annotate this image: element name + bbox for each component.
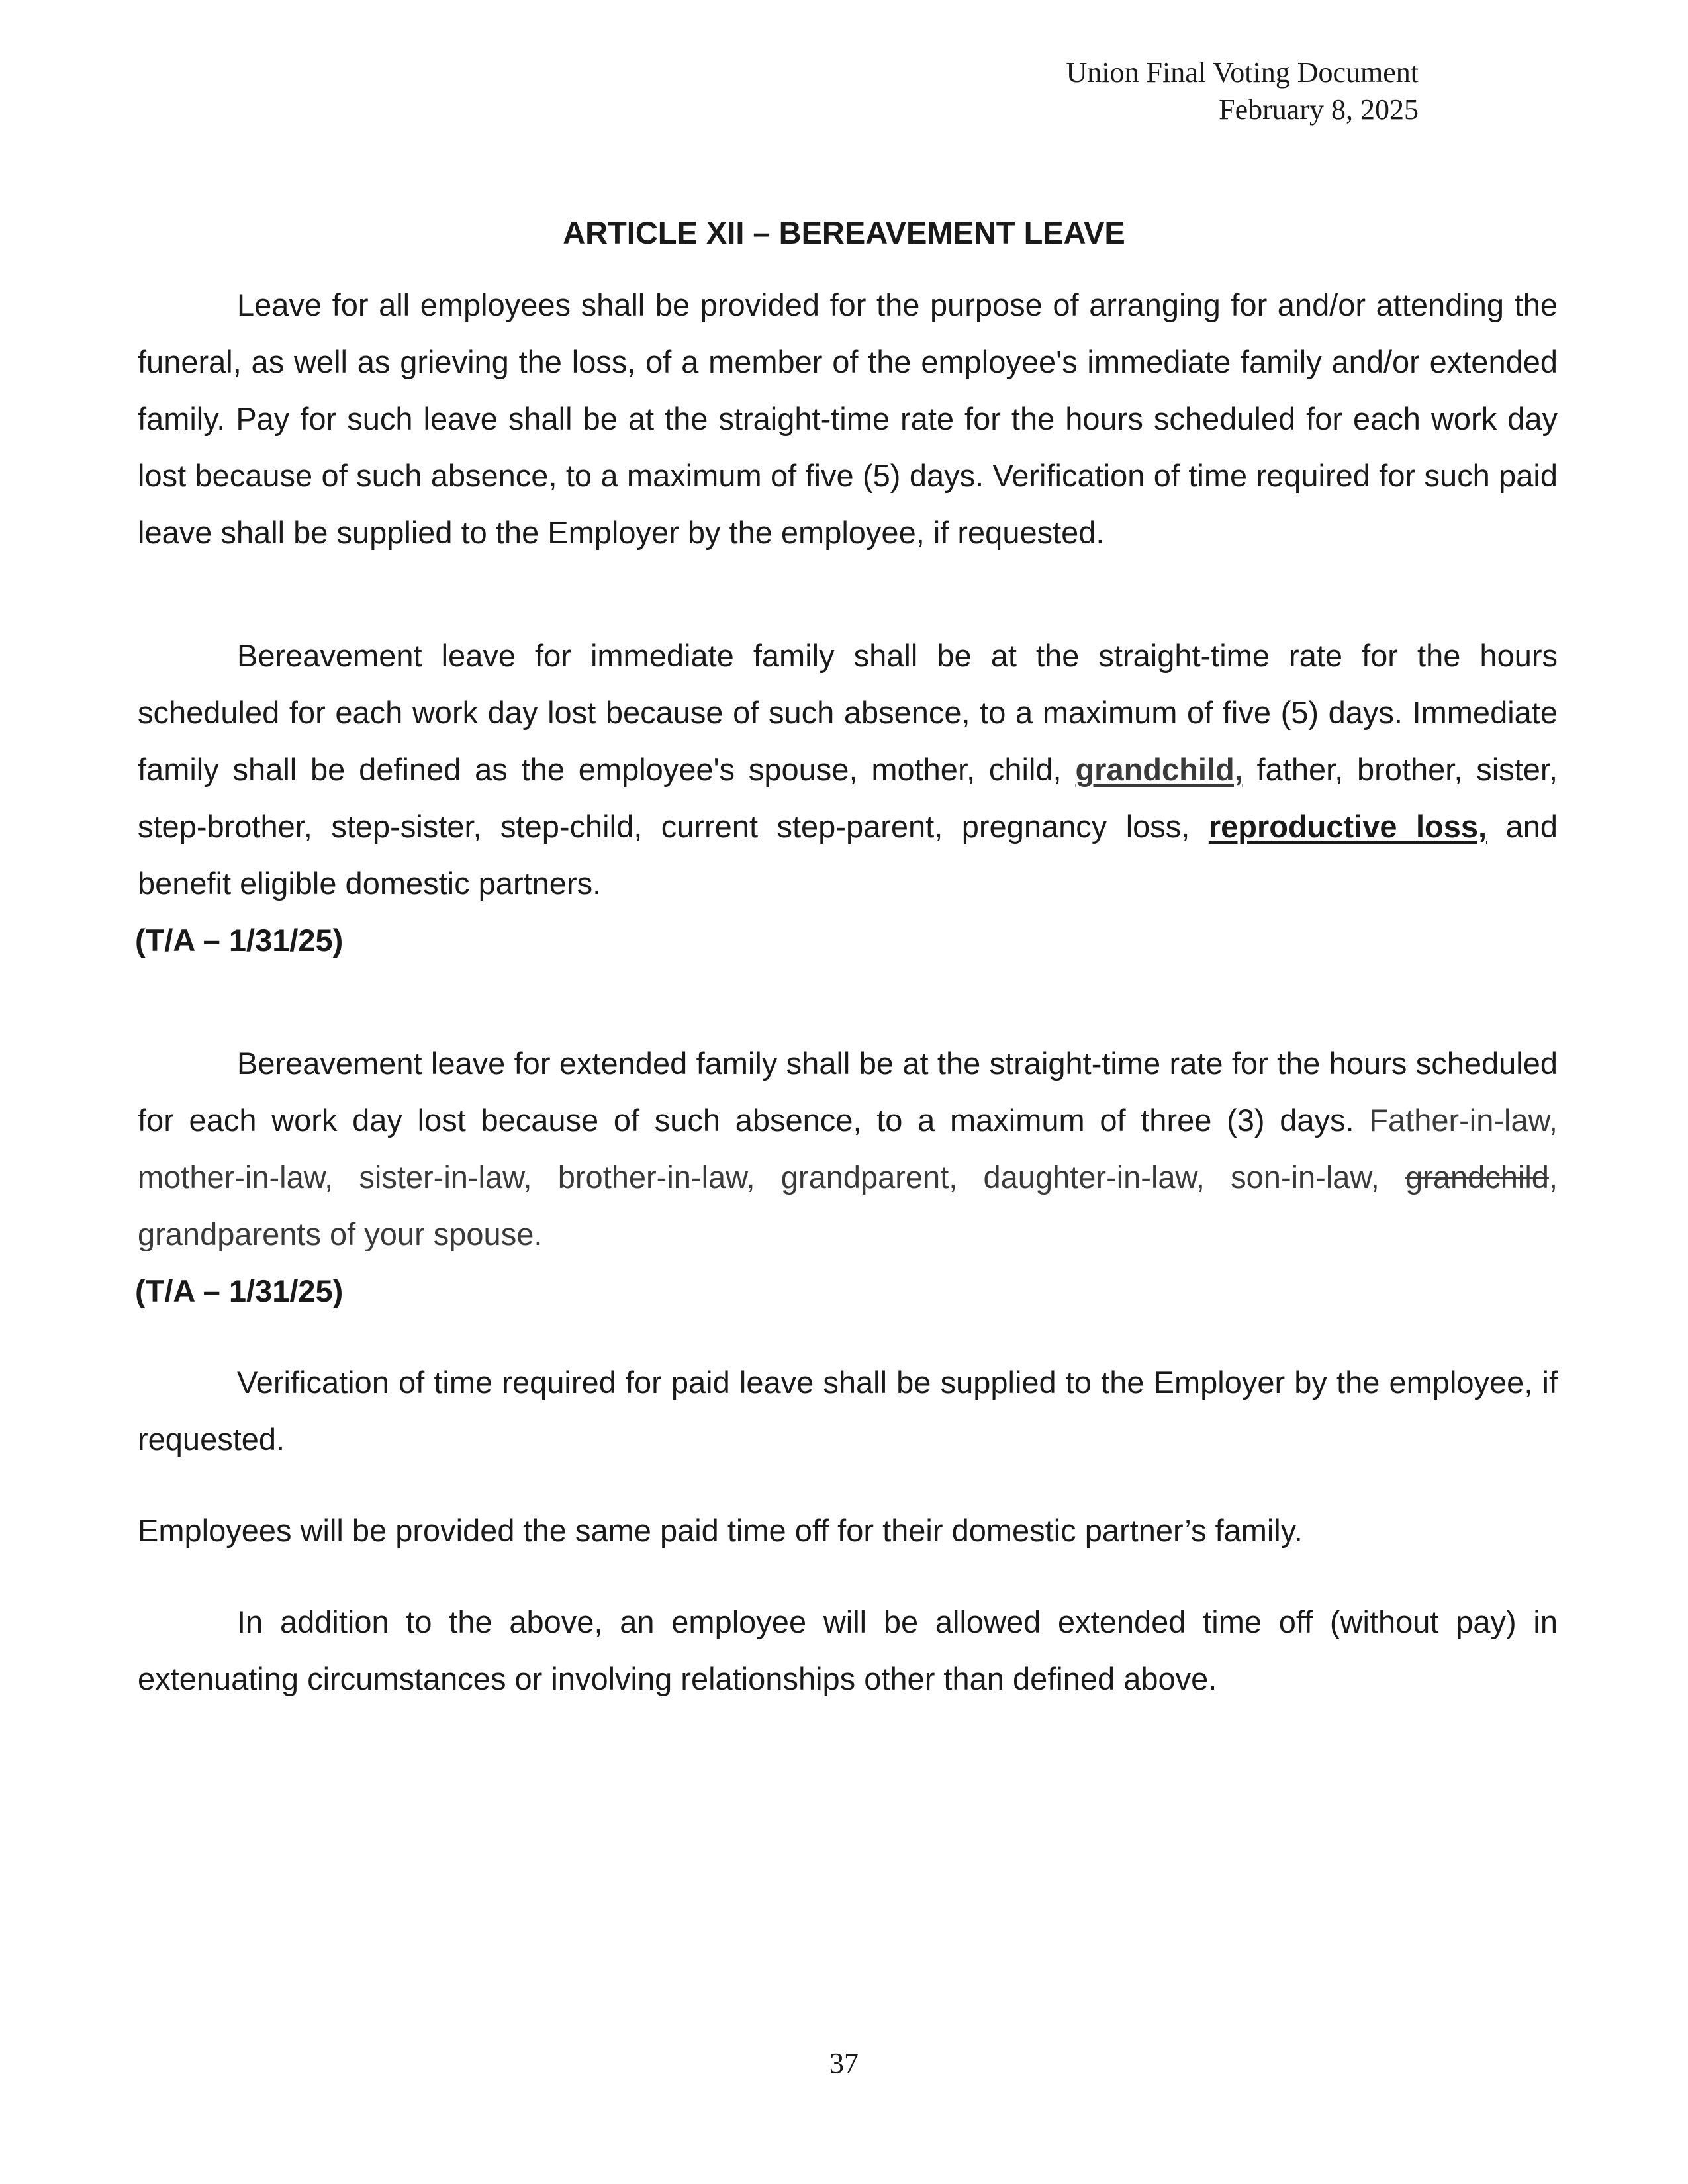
paragraph-spacer <box>138 1559 1558 1594</box>
deleted-text-grandchild: grandchild <box>1405 1160 1549 1195</box>
inserted-text-reproductive-loss: reproductive loss, <box>1208 809 1487 844</box>
header-document-status: Union Final Voting Document <box>1066 56 1419 89</box>
page-number: 37 <box>829 2047 859 2079</box>
paragraph-verification: Verification of time required for paid leave shall be supplied to the Employer by the employee, if requested. <box>138 1365 1558 1457</box>
paragraph-spacer <box>138 1468 1558 1502</box>
extended-family-text-c: , grandparents of your spouse. <box>138 1160 1558 1251</box>
tentative-agreement-note-2: (T/A – 1/31/25) <box>135 1273 344 1308</box>
tentative-agreement-note-1: (T/A – 1/31/25) <box>135 923 344 958</box>
immediate-family-text-b: father, brother, sister, step-brother, step-sister, step-child, current step-parent, pregnancy loss, <box>138 752 1558 844</box>
header-date: February 8, 2025 <box>1219 93 1419 126</box>
article-body <box>135 277 1558 1707</box>
paragraph-spacer <box>138 1320 1558 1354</box>
paragraph-spacer <box>138 561 1558 627</box>
paragraph-extended-family <box>138 1035 1558 1263</box>
paragraph-domestic-partner: Employees will be provided the same paid time off for their domestic partner’s family. <box>138 1513 1303 1548</box>
extended-family-relations-list: Father-in-law, mother-in-law, sister-in-law, brother-in-law, grandparent, daughter-in-law, son-in-law, <box>138 1103 1558 1195</box>
paragraph-general-leave: Leave for all employees shall be provided for the purpose of arranging for and/or attending the funeral, as well as grieving the loss, of a member of the employee's immediate family and/or extended family. Pay for such leave shall be at the straight-time rate for the hours scheduled for each work day lost because of such absence, to a maximum of five (5) days. Verification of time required for such paid leave shall be supplied to the Employer by the employee, if requested. <box>138 287 1558 550</box>
inserted-text-grandchild: grandchild, <box>1075 752 1243 787</box>
paragraph-spacer <box>138 969 1558 1035</box>
paragraph-extended-time-off: In addition to the above, an employee will be allowed extended time off (without pay) in extenuating circumstances or involving relationships other than defined above. <box>138 1604 1558 1696</box>
immediate-family-text-a: Bereavement leave for immediate family shall be at the straight-time rate for the hours scheduled for each work day lost because of such absence, to a maximum of five (5) days. Immediate family shall be defined as the employee's spouse, mother, child, <box>138 638 1558 787</box>
paragraph-immediate-family <box>138 627 1558 912</box>
article-title: ARTICLE XII – BEREAVEMENT LEAVE <box>563 215 1125 250</box>
document-header <box>1066 54 1419 128</box>
immediate-family-text-c: and benefit eligible domestic partners. <box>138 809 1558 901</box>
extended-family-text-a: Bereavement leave for extended family shall be at the straight-time rate for the hours scheduled for each work day lost because of such absence, to a maximum of three (3) days. <box>138 1046 1558 1138</box>
